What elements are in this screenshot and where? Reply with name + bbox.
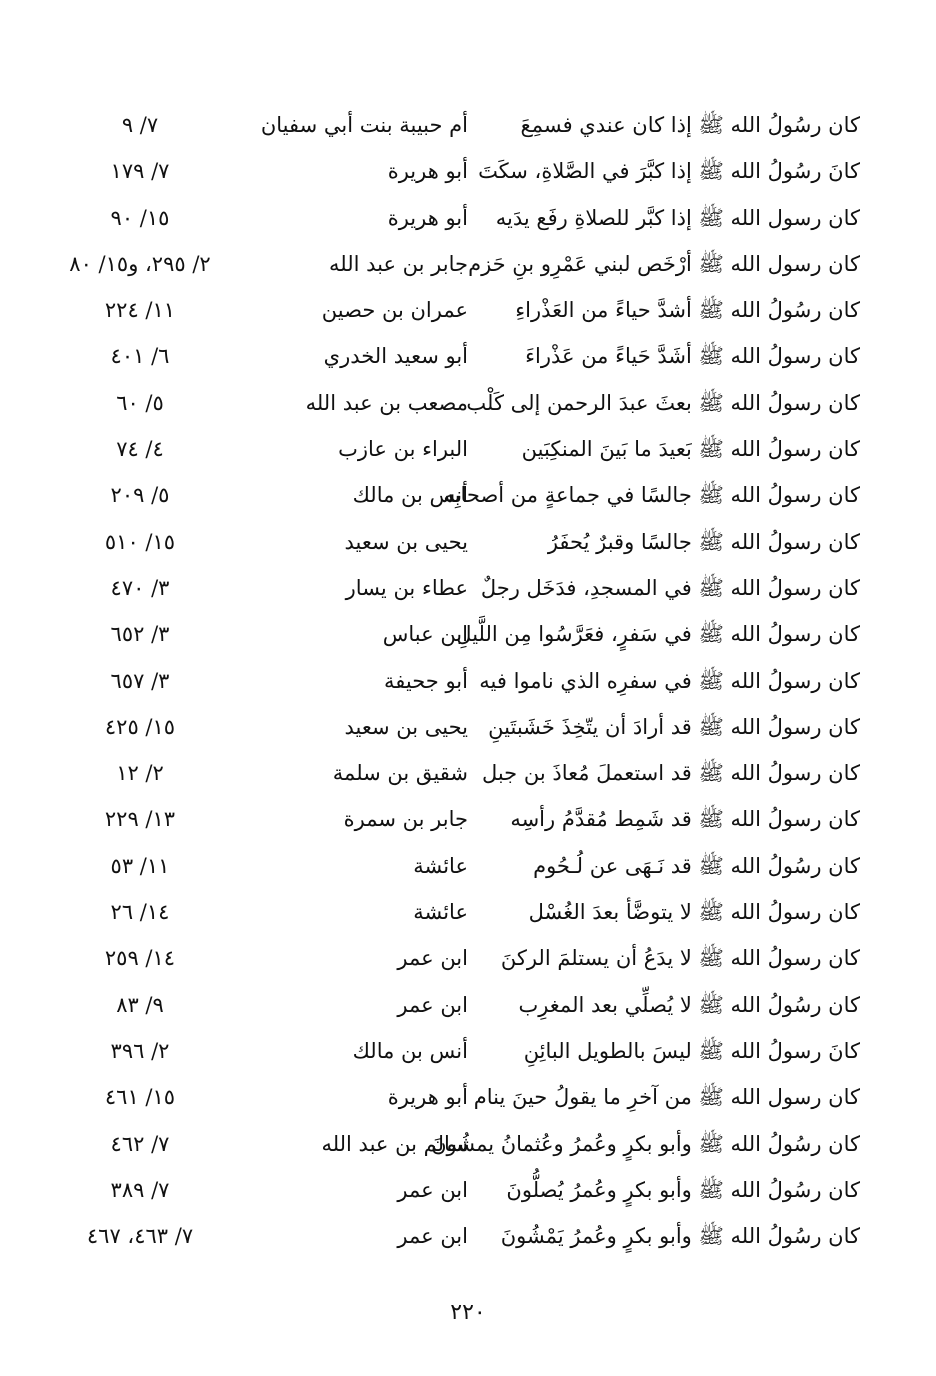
index-row [40, 519, 860, 565]
volume-page-reference: ١١/ ٢٢٤ [104, 298, 176, 323]
index-row [40, 195, 860, 241]
volume-page-reference: ٥/ ٦٠ [116, 390, 164, 415]
hadith-text: كان رسُولُ الله ﷺ وأبو بكرٍ وعُمرُ يُصلُّونَ [506, 1177, 860, 1202]
index-row [40, 380, 860, 426]
volume-page-reference: ٧/ ٤٦٣، ٤٦٧ [86, 1224, 194, 1249]
narrator-name: أنس بن مالك [352, 483, 468, 508]
index-row [40, 658, 860, 704]
narrator-name: سالم بن عبد الله [321, 1131, 468, 1156]
index-row [40, 148, 860, 194]
hadith-text: كان رسولُ الله ﷺ بَعيدَ ما بَينَ المنكِبَين [521, 437, 860, 462]
volume-page-reference: ٤/ ٧٤ [116, 437, 164, 462]
hadith-text: كان رسولُ الله ﷺ لا يدَعُ أن يستلمَ الركنَ [500, 946, 860, 971]
hadith-text: كان رسولُ الله ﷺ أشَدَّ حَياءً من عَذْراءَ [525, 344, 860, 369]
hadith-text: كان رسُولُ الله ﷺ إذا كان عندي فسمِعَ [520, 113, 860, 137]
hadith-text: كانَ رسُولُ الله ﷺ إذا كبَّرَ في الصَّلاةِ، سكَتَ [478, 159, 860, 184]
volume-page-reference: ٧/ ٤٦٢ [110, 1131, 170, 1156]
narrator-name: شقيق بن سلمة [332, 761, 468, 786]
index-row [40, 1028, 860, 1074]
index-row [40, 935, 860, 981]
volume-page-reference: ١٥/ ٤٦١ [104, 1085, 176, 1110]
hadith-text: كان رسولُ الله ﷺ جالسًا في جماعةٍ من أصحابِه [443, 483, 860, 508]
volume-page-reference: ١٥/ ٥١٠ [104, 529, 176, 554]
narrator-name: جابر بن سمرة [343, 807, 468, 832]
hadith-text: كان رسولُ الله ﷺ قد أرادَ أن يتّخِذَ خَشَبتَينِ [488, 714, 860, 739]
hadith-text: كان رسولُ الله ﷺ بعثَ عبدَ الرحمن إلى كَلْب [466, 390, 860, 415]
hadith-text: كان رسولُ الله ﷺ جالسًا وقبرٌ يُحفَرُ [547, 529, 860, 554]
index-row [40, 565, 860, 611]
volume-page-reference: ٦/ ٤٠١ [110, 344, 170, 369]
hadith-text: كانَ رسولُ الله ﷺ ليسَ بالطويل البائِنِ [523, 1038, 860, 1063]
narrator-name: أبو هريرة [387, 159, 468, 184]
narrator-name: أم حبيبة بنت أبي سفيان [260, 113, 468, 137]
narrator-name: البراء بن عازب [338, 437, 468, 462]
narrator-name: ابن عمر [397, 946, 468, 971]
index-row [40, 750, 860, 796]
hadith-text: كان رسولُ الله ﷺ قد استعملَ مُعاذَ بن جبل [481, 761, 860, 786]
volume-page-reference: ١٣/ ٢٢٩ [104, 807, 176, 832]
index-row [40, 241, 860, 287]
index-row [40, 1213, 860, 1259]
index-row [40, 102, 860, 148]
narrator-name: عمران بن حصين [321, 298, 468, 323]
hadith-text: كان رسول الله ﷺ إذا كبَّر للصلاةِ رفَع يدَيه [495, 205, 860, 230]
index-row [40, 472, 860, 518]
hadith-text: كان رسُولُ الله ﷺ قد نَـهَى عن لُـحُوم [533, 853, 860, 878]
volume-page-reference: ٣/ ٤٧٠ [110, 575, 170, 600]
hadith-text: كان رسُولُ الله ﷺ وأبو بكرٍ وعُمرُ وعُثمانُ يمشُونَ [431, 1131, 860, 1156]
volume-page-reference: ٧/ ٣٨٩ [110, 1177, 170, 1202]
volume-page-reference: ٢/ ١٢ [116, 761, 164, 786]
index-row [40, 287, 860, 333]
narrator-name: عطاء بن يسار [345, 575, 468, 600]
narrator-name: أبو هريرة [387, 205, 468, 230]
hadith-text: كان رسولُ الله ﷺ في المسجدِ، فدَخَل رجلٌ [480, 575, 860, 600]
hadith-text: كان رسول الله ﷺ أرْخَص لبني عَمْرِو بنِ حَزم [468, 251, 860, 276]
narrator-name: أبو جحيفة [384, 668, 468, 693]
volume-page-reference: ٢/ ٣٩٦ [110, 1038, 170, 1063]
narrator-name: يحيى بن سعيد [344, 714, 468, 739]
hadith-text: كان رسولُ الله ﷺ قد شَمِط مُقدَّمُ رأسِه [510, 807, 860, 832]
index-row [40, 426, 860, 472]
index-row [40, 796, 860, 842]
hadith-text: كان رسول الله ﷺ من آخرِ ما يقولُ حينَ ينام [473, 1085, 860, 1110]
narrator-name: ابن عمر [397, 992, 468, 1017]
narrator-name: أبو سعيد الخدري [323, 344, 468, 369]
page-number: ٢٢٠ [450, 1300, 486, 1325]
narrator-name: ابن عمر [397, 1177, 468, 1202]
narrator-name: ابن عباس [382, 622, 468, 647]
volume-page-reference: ٣/ ٦٥٢ [110, 622, 170, 647]
narrator-name: جابر بن عبد الله [328, 251, 468, 276]
hadith-text: كان رسولُ الله ﷺ في سفرِه الذي ناموا فيه [479, 668, 860, 693]
volume-page-reference: ١٥/ ٤٢٥ [104, 714, 176, 739]
hadith-text: كان رسُولُ الله ﷺ وأبو بكرٍ وعُمرُ يَمْشُونَ [500, 1224, 860, 1249]
volume-page-reference: ١٥/ ٩٠ [110, 205, 170, 230]
narrator-name: ابن عمر [397, 1224, 468, 1249]
index-row [40, 704, 860, 750]
hadith-text: كان رسولُ الله ﷺ لا يتوضَّأ بعدَ الغُسْل [528, 900, 860, 925]
volume-page-reference: ٧/ ١٧٩ [110, 159, 170, 184]
narrator-name: عائشة [413, 853, 468, 878]
index-row [40, 843, 860, 889]
volume-page-reference: ٩/ ٨٣ [116, 992, 164, 1017]
index-row [40, 611, 860, 657]
narrator-name: يحيى بن سعيد [344, 529, 468, 554]
volume-page-reference: ٢/ ٢٩٥، و١٥/ ٨٠ [69, 251, 211, 276]
narrator-name: أبو هريرة [387, 1085, 468, 1110]
narrator-name: مصعب بن عبد الله [305, 390, 468, 415]
hadith-text: كان رسولُ الله ﷺ في سَفرٍ، فعَرَّسُوا مِن اللَّيلِ [456, 622, 860, 647]
hadith-text: كان رسُولُ الله ﷺ أشدَّ حياءً من العَذْراءِ [515, 298, 860, 323]
narrator-name: عائشة [413, 900, 468, 925]
volume-page-reference: ١١/ ٥٣ [110, 853, 170, 878]
hadith-index-table [40, 102, 860, 1259]
volume-page-reference: ١٤/ ٢٥٩ [104, 946, 176, 971]
volume-page-reference: ٥/ ٢٠٩ [110, 483, 170, 508]
index-row [40, 982, 860, 1028]
index-row [40, 1121, 860, 1167]
index-row [40, 333, 860, 379]
index-row [40, 889, 860, 935]
hadith-text: كان رسُولُ الله ﷺ لا يُصلِّي بعد المغرِب [518, 992, 860, 1017]
volume-page-reference: ١٤/ ٢٦ [110, 900, 170, 925]
narrator-name: أنس بن مالك [352, 1038, 468, 1063]
volume-page-reference: ٣/ ٦٥٧ [110, 668, 170, 693]
volume-page-reference: ٧/ ٩ [121, 113, 159, 137]
index-row [40, 1167, 860, 1213]
index-row [40, 1074, 860, 1120]
